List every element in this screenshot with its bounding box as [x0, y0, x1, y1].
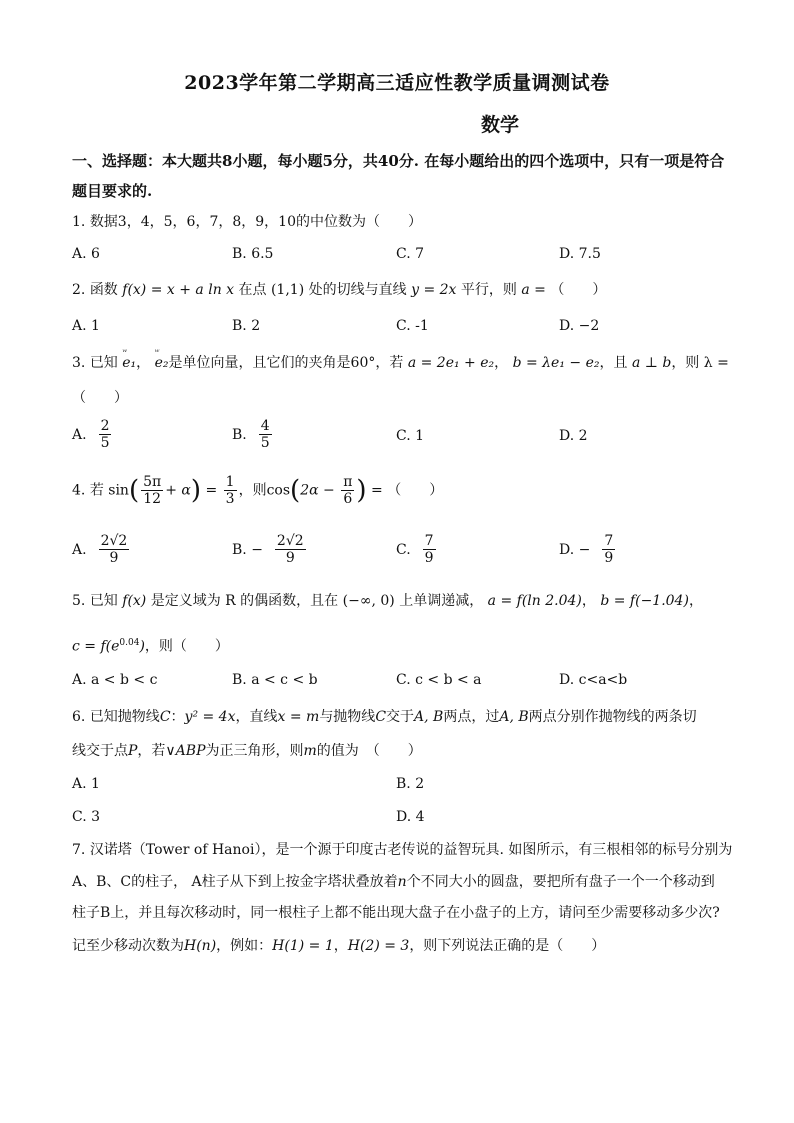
fraction: $\frac{2√2}{9}$ [100, 533, 128, 566]
question-7-line-3: 柱子B上，并且每次移动时，同一根柱子上都不能出现大盘子在小盘子的上方，请问至少需要移动多少次? [72, 905, 720, 921]
option-c: C. -1 [396, 318, 429, 334]
option-d: D. c<a<b [559, 672, 628, 688]
math-expression: (1,1) [270, 282, 305, 298]
option-a: A. $\frac{2√2}{9}$ [72, 533, 128, 566]
question-7: 7. 汉诺塔（Tower of Hanoi），是一个源于印度古老传说的益智玩具. 如图所示，有三根相邻的标号分别为 [72, 842, 733, 858]
option-b: B. $\frac{4}{5}$ [232, 418, 270, 451]
question-6: 6. 已知抛物线C：y² = 4x，直线x = m与抛物线C交于A, B两点，过A, B两点分别作抛物线的两条切 [72, 709, 697, 725]
question-5-continued: $c = f(e^{0.04})$，则（ ） [72, 638, 229, 655]
exam-subject: 数学 [481, 114, 520, 136]
question-6-continued: 线交于点P，若∨ABP为正三角形，则m的值为 （ ） [72, 743, 422, 759]
option-d: D. −2 [559, 318, 600, 334]
option-c: C. c < b < a [396, 672, 482, 688]
option-d: D. 7.5 [559, 246, 601, 262]
question-4: 4. 若 sin( $\frac{5\pi}{12}$ + α) = $\frac{1}{3}$ ，则cos(2α − $\frac{\pi}{6}$ ) = （ ） [72, 474, 444, 507]
question-3-continued: （ ） [72, 390, 128, 406]
option-c: C. $\frac{7}{9}$ [396, 533, 434, 566]
option-d: D. 2 [559, 428, 588, 444]
question-7-line-4: 记至少移动次数为H(n)，例如：H(1) = 1，H(2) = 3，则下列说法正确的是（ ） [72, 938, 606, 954]
question-3: 3. 已知 ʷ e₁， ʷ e₂是单位向量，且它们的夹角是60°，若 a = 2e₁ + e₂， b = λe₁ − e₂，且 a ⊥ b，则 λ = [72, 352, 729, 374]
fraction: $\frac{7}{9}$ [604, 533, 614, 566]
option-b: B. − $\frac{2√2}{9}$ [232, 533, 304, 566]
option-a: A. 6 [72, 246, 100, 262]
fraction: $\frac{4}{5}$ [260, 418, 270, 451]
option-b: B. 2 [232, 318, 261, 334]
section-heading: 一、选择题：本大题共8小题，每小题5分，共40分. 在每小题给出的四个选项中，只有一项是符合题目要求的. [72, 152, 725, 200]
math-expression: a ⊥ b [631, 355, 672, 371]
question-1 [72, 211, 422, 233]
fraction: $\frac{2√2}{9}$ [276, 533, 304, 566]
math-expression: y = 2x [411, 282, 457, 298]
question-7-line-2: A、B、C的柱子， A柱子从下到上按金字塔状叠放着n个不同大小的圆盘，要把所有盘子一个一个移动到 [72, 874, 715, 890]
exam-title: 2023学年第二学期高三适应性教学质量调测试卷 [184, 72, 610, 94]
math-expression: b = λe₁ − e₂ [512, 355, 600, 371]
math-expression: a = 2e₁ + e₂ [407, 355, 495, 371]
option-d: D. 4 [396, 809, 425, 825]
question-5: 5. 已知 f(x) 是定义域为 R 的偶函数，且在 (−∞, 0) 上单调递减， a = f(ln 2.04)， b = f(−1.04)， [72, 593, 703, 609]
vector-e2: ʷ e₂ [155, 352, 169, 374]
question-number: 1. [72, 214, 86, 230]
math-expression: f(x) = x + a ln x [122, 282, 235, 298]
option-a: A. 1 [72, 776, 100, 792]
fraction: $\frac{1}{3}$ [225, 474, 235, 507]
fraction: $\frac{2}{5}$ [100, 418, 110, 451]
option-c: C. 7 [396, 246, 425, 262]
vector-e1: ʷ e₁ [122, 352, 136, 374]
fraction: $\frac{7}{9}$ [424, 533, 434, 566]
question-stem: 数据3，4，5，6，7，8，9，10的中位数为（ ） [89, 214, 422, 230]
option-b: B. 2 [396, 776, 425, 792]
option-a: A. a < b < c [72, 672, 158, 688]
option-c: C. 3 [72, 809, 101, 825]
option-d: D. − $\frac{7}{9}$ [559, 533, 614, 566]
question-2: 2. 函数 f(x) = x + a ln x 在点 (1,1) 处的切线与直线 y = 2x 平行，则 a = （ ） [72, 282, 607, 298]
option-c: C. 1 [396, 428, 425, 444]
option-a: A. $\frac{2}{5}$ [72, 418, 110, 451]
option-a: A. 1 [72, 318, 100, 334]
option-b: B. a < c < b [232, 672, 318, 688]
fraction: $\frac{5\pi}{12}$ [143, 474, 162, 507]
option-b: B. 6.5 [232, 246, 274, 262]
fraction: $\frac{\pi}{6}$ [343, 474, 353, 507]
